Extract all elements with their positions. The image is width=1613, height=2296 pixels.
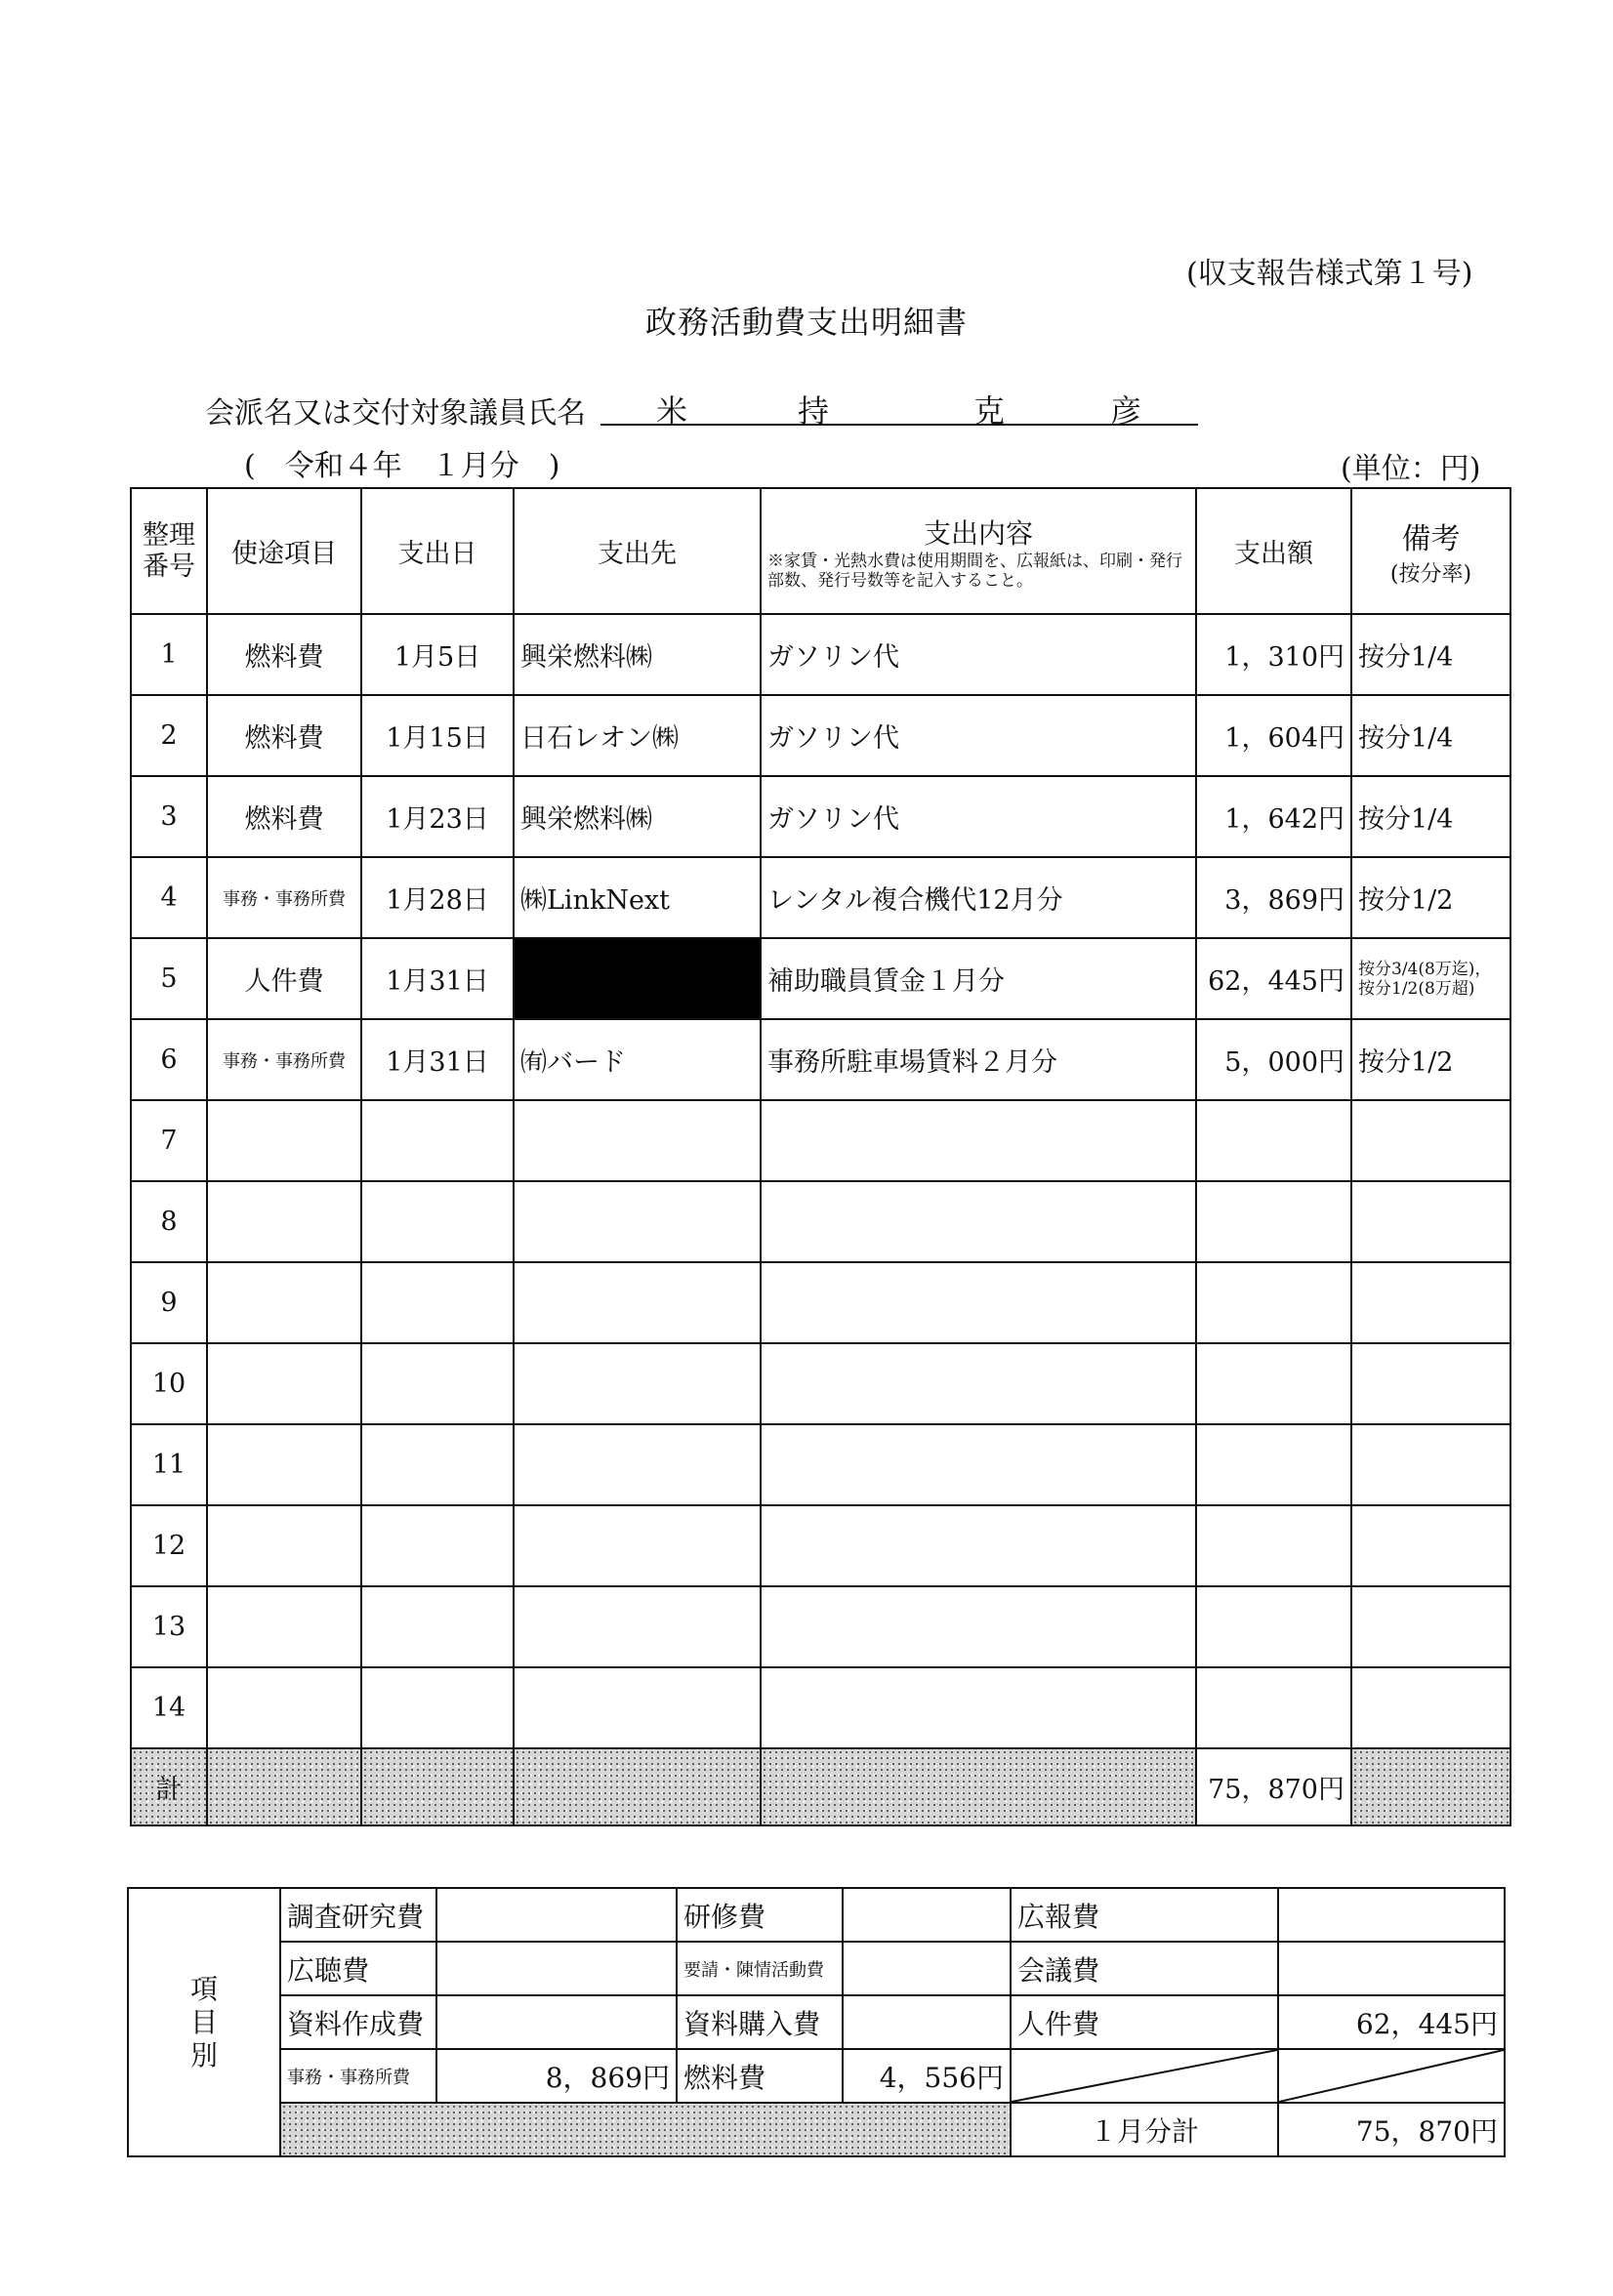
row-date: 1月15日 — [361, 695, 514, 776]
row-purpose: 人件費 — [207, 938, 361, 1019]
header-purpose: 使途項目 — [207, 488, 361, 614]
empty-cell — [361, 1424, 514, 1505]
shaded-cell — [207, 1748, 361, 1825]
row-payee-redacted — [514, 938, 761, 1019]
row-date: 1月5日 — [361, 614, 514, 695]
empty-cell — [514, 1667, 761, 1748]
empty-cell — [1351, 1181, 1510, 1262]
header-remarks-sub: (按分率) — [1389, 562, 1472, 587]
row-no: 9 — [131, 1262, 207, 1343]
category-summary-table — [127, 1887, 1506, 2157]
row-remarks: 按分3/4(8万迄)，按分1/2(8万超) — [1351, 938, 1510, 1019]
empty-cell — [361, 1667, 514, 1748]
row-payee: 興栄燃料㈱ — [514, 614, 761, 695]
docprep-value — [436, 1995, 677, 2049]
empty-cell — [361, 1262, 514, 1343]
row-no: 10 — [131, 1343, 207, 1424]
empty-cell — [1351, 1505, 1510, 1586]
unit-label: (単位：円) — [1341, 452, 1481, 486]
row-no: 7 — [131, 1100, 207, 1181]
personnel-label: 人件費 — [1011, 1995, 1278, 2049]
row-amount: 1，604円 — [1196, 695, 1351, 776]
empty-cell — [1196, 1343, 1351, 1424]
shaded-cell — [514, 1748, 761, 1825]
empty-cell — [207, 1181, 361, 1262]
crossed-out-cell — [1011, 2049, 1278, 2103]
empty-cell — [1351, 1424, 1510, 1505]
member-name-char: 彦 — [1110, 392, 1142, 430]
row-no: 8 — [131, 1181, 207, 1262]
training-value — [843, 1888, 1011, 1942]
total-label: 計 — [131, 1748, 207, 1825]
empty-cell — [1351, 1262, 1510, 1343]
docprep-label: 資料作成費 — [280, 1995, 436, 2049]
diagonal-slash-icon — [1012, 2050, 1277, 2102]
total-row — [131, 1748, 1510, 1825]
shaded-cell — [280, 2103, 1011, 2156]
empty-cell — [1351, 1100, 1510, 1181]
row-remarks: 按分1/4 — [1351, 776, 1510, 857]
row-no: 1 — [131, 614, 207, 695]
row-payee: 興栄燃料㈱ — [514, 776, 761, 857]
empty-cell — [361, 1343, 514, 1424]
empty-cell — [514, 1343, 761, 1424]
month-total-label: １月分計 — [1011, 2103, 1278, 2156]
table-row — [131, 938, 1510, 1019]
empty-cell — [207, 1667, 361, 1748]
summary-row — [128, 2049, 1505, 2103]
meeting-value — [1278, 1942, 1505, 1995]
empty-cell — [761, 1424, 1196, 1505]
row-content: ガソリン代 — [761, 776, 1196, 857]
summary-row — [128, 2103, 1505, 2156]
training-label: 研修費 — [677, 1888, 843, 1942]
meeting-label: 会議費 — [1011, 1942, 1278, 1995]
summary-section-label: 項 目 別 — [128, 1888, 280, 2156]
empty-cell — [1196, 1262, 1351, 1343]
empty-cell — [761, 1181, 1196, 1262]
hearing-label: 広聴費 — [280, 1942, 436, 1995]
document-title: 政務活動費支出明細書 — [644, 304, 968, 341]
table-row — [131, 1505, 1510, 1586]
summary-row — [128, 1942, 1505, 1995]
name-underline — [600, 424, 1198, 426]
empty-cell — [514, 1181, 761, 1262]
table-row — [131, 1019, 1510, 1100]
empty-cell — [207, 1586, 361, 1667]
row-no: 11 — [131, 1424, 207, 1505]
empty-cell — [361, 1100, 514, 1181]
report-period: ( 令和４年 １月分 ) — [244, 449, 560, 483]
empty-cell — [1196, 1181, 1351, 1262]
row-purpose: 燃料費 — [207, 776, 361, 857]
table-row — [131, 1424, 1510, 1505]
row-purpose: 事務・事務所費 — [207, 857, 361, 938]
table-row — [131, 695, 1510, 776]
petition-value — [843, 1942, 1011, 1995]
row-content: ガソリン代 — [761, 695, 1196, 776]
row-remarks: 按分1/4 — [1351, 695, 1510, 776]
shaded-cell — [1351, 1748, 1510, 1825]
shaded-cell — [761, 1748, 1196, 1825]
docbuy-value — [843, 1995, 1011, 2049]
row-content: レンタル複合機代12月分 — [761, 857, 1196, 938]
row-date: 1月31日 — [361, 1019, 514, 1100]
empty-cell — [1196, 1667, 1351, 1748]
empty-cell — [761, 1100, 1196, 1181]
office-label: 事務・事務所費 — [280, 2049, 436, 2103]
header-date: 支出日 — [361, 488, 514, 614]
table-row — [131, 1667, 1510, 1748]
table-row — [131, 1181, 1510, 1262]
research-label: 調査研究費 — [280, 1888, 436, 1942]
row-purpose: 燃料費 — [207, 614, 361, 695]
row-payee: 日石レオン㈱ — [514, 695, 761, 776]
empty-cell — [1196, 1100, 1351, 1181]
header-no: 整理 番号 — [131, 488, 207, 614]
pr-value — [1278, 1888, 1505, 1942]
fuel-label: 燃料費 — [677, 2049, 843, 2103]
empty-cell — [361, 1505, 514, 1586]
row-amount: 1，310円 — [1196, 614, 1351, 695]
row-no: 3 — [131, 776, 207, 857]
empty-cell — [1196, 1505, 1351, 1586]
empty-cell — [514, 1100, 761, 1181]
row-date: 1月28日 — [361, 857, 514, 938]
name-label: 会派名又は交付対象議員氏名 — [205, 396, 586, 430]
petition-label: 要請・陳情活動費 — [677, 1942, 843, 1995]
empty-cell — [761, 1667, 1196, 1748]
total-amount: 75，870円 — [1196, 1748, 1351, 1825]
form-number: (収支報告様式第１号) — [1186, 257, 1473, 291]
empty-cell — [1196, 1424, 1351, 1505]
header-content — [761, 488, 1196, 614]
row-amount: 1，642円 — [1196, 776, 1351, 857]
row-payee: ㈱LinkNext — [514, 857, 761, 938]
hearing-value — [436, 1942, 677, 1995]
table-row — [131, 1586, 1510, 1667]
row-content: 補助職員賃金１月分 — [761, 938, 1196, 1019]
row-payee: ㈲バード — [514, 1019, 761, 1100]
crossed-out-cell — [1278, 2049, 1505, 2103]
header-content-title: 支出内容 — [923, 516, 1033, 550]
diagonal-slash-icon — [1279, 2050, 1504, 2102]
row-remarks: 按分1/2 — [1351, 857, 1510, 938]
fuel-value: 4，556円 — [843, 2049, 1011, 2103]
table-row — [131, 1343, 1510, 1424]
empty-cell — [361, 1181, 514, 1262]
row-remarks: 按分1/2 — [1351, 1019, 1510, 1100]
row-no: 14 — [131, 1667, 207, 1748]
personnel-value: 62，445円 — [1278, 1995, 1505, 2049]
empty-cell — [207, 1505, 361, 1586]
month-total-value: 75，870円 — [1278, 2103, 1505, 2156]
header-content-note: ※家賃・光熱水費は使用期間を、広報紙は、印刷・発行部数、発行号数等を記入すること。 — [767, 551, 1182, 591]
empty-cell — [761, 1586, 1196, 1667]
empty-cell — [207, 1262, 361, 1343]
empty-cell — [761, 1262, 1196, 1343]
row-no: 13 — [131, 1586, 207, 1667]
header-amount: 支出額 — [1196, 488, 1351, 614]
row-no: 4 — [131, 857, 207, 938]
empty-cell — [514, 1424, 761, 1505]
shaded-cell — [361, 1748, 514, 1825]
expenditure-table — [130, 487, 1511, 1826]
row-purpose: 事務・事務所費 — [207, 1019, 361, 1100]
docbuy-label: 資料購入費 — [677, 1995, 843, 2049]
row-no: 12 — [131, 1505, 207, 1586]
table-row — [131, 1100, 1510, 1181]
summary-row — [128, 1888, 1505, 1942]
row-no: 2 — [131, 695, 207, 776]
row-amount: 5，000円 — [1196, 1019, 1351, 1100]
empty-cell — [1351, 1667, 1510, 1748]
empty-cell — [207, 1100, 361, 1181]
empty-cell — [1351, 1343, 1510, 1424]
empty-cell — [761, 1343, 1196, 1424]
header-remarks — [1351, 488, 1510, 614]
member-name-char: 米 — [656, 392, 688, 430]
header-remarks-title: 備考 — [1401, 522, 1461, 556]
table-row — [131, 1262, 1510, 1343]
summary-row — [128, 1995, 1505, 2049]
table-header-row — [131, 488, 1510, 614]
row-purpose: 燃料費 — [207, 695, 361, 776]
member-name-char: 克 — [973, 392, 1006, 430]
table-row — [131, 614, 1510, 695]
table-row — [131, 776, 1510, 857]
empty-cell — [514, 1262, 761, 1343]
empty-cell — [514, 1586, 761, 1667]
research-value — [436, 1888, 677, 1942]
row-date: 1月23日 — [361, 776, 514, 857]
empty-cell — [1351, 1586, 1510, 1667]
member-name-char: 持 — [798, 392, 830, 430]
table-row — [131, 857, 1510, 938]
row-date: 1月31日 — [361, 938, 514, 1019]
row-amount: 3，869円 — [1196, 857, 1351, 938]
header-payee: 支出先 — [514, 488, 761, 614]
row-no: 6 — [131, 1019, 207, 1100]
row-content: ガソリン代 — [761, 614, 1196, 695]
pr-label: 広報費 — [1011, 1888, 1278, 1942]
row-no: 5 — [131, 938, 207, 1019]
empty-cell — [207, 1343, 361, 1424]
row-remarks: 按分1/4 — [1351, 614, 1510, 695]
row-amount: 62，445円 — [1196, 938, 1351, 1019]
empty-cell — [207, 1424, 361, 1505]
empty-cell — [761, 1505, 1196, 1586]
empty-cell — [361, 1586, 514, 1667]
empty-cell — [514, 1505, 761, 1586]
empty-cell — [1196, 1586, 1351, 1667]
row-content: 事務所駐車場賃料２月分 — [761, 1019, 1196, 1100]
office-value: 8，869円 — [436, 2049, 677, 2103]
